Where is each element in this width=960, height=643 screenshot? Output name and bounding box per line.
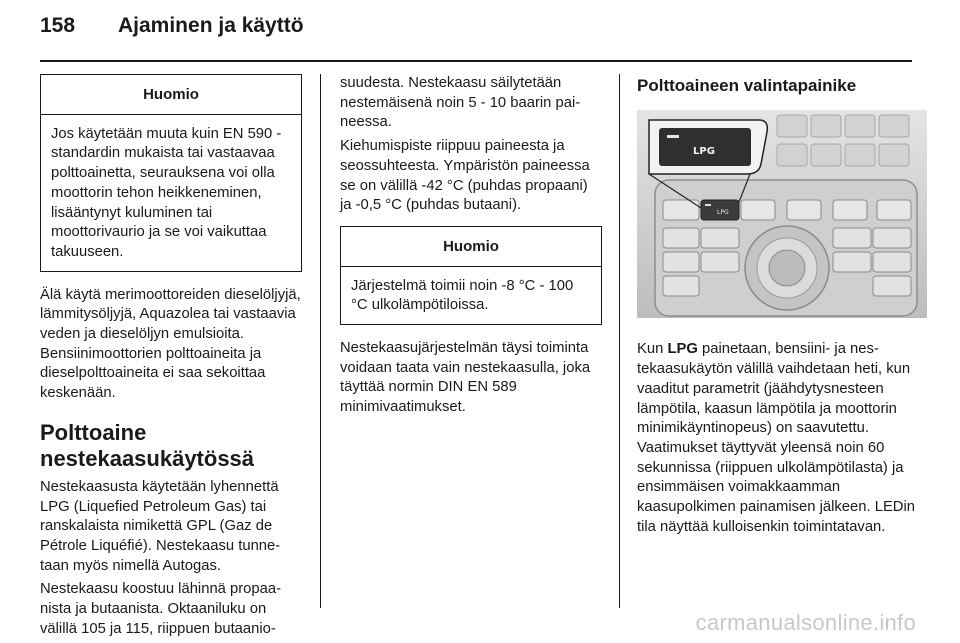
paragraph: Nestekaasu koostuu lähinnä propaanista ja butaanista. Oktaaniluku on välillä 105 ja 115, riippuen butaanio- — [40, 581, 282, 637]
paragraph-text: painetaan, bensiini- ja nestekaasukäytön välillä vaihdetaan heti, kun vaaditut parametrit (jäähdytysnesteen lämpötila, kaasun lämpötila ja moottorin minimikäyntinopeus) on saavutettu. Vaatimukset täyttyvät yleensä noin 60 sekunnissa (riippuen ulkolämpötilasta) ja ensimmäisen voimakkaamman kaasupolkimen painamisen jälkeen. LEDin tila näyttää kulloisenkin toimintatavan. — [637, 341, 916, 535]
lpg-term: LPG — [667, 341, 698, 358]
paragraph — [637, 340, 929, 537]
paragraph: suudesta. Nestekaasu säilytetään nestemäisenä noin 5 - 10 baarin paineessa. — [340, 75, 581, 131]
section-heading: Polttoaineen valintapainike — [637, 76, 857, 95]
watermark: carmanualsonline.info — [695, 610, 916, 635]
column-2 — [340, 74, 602, 422]
column-1 — [40, 74, 302, 643]
paragraph: Nestekaasujärjestelmän täysi toiminta voidaan taata vain nestekaasulla, joka täyttää normin DIN EN 589 minimivaatimukset. — [340, 340, 591, 416]
page-title: Ajaminen ja käyttö — [118, 14, 304, 37]
section-heading: Polttoaine nestekaasukäytössä — [40, 419, 255, 471]
column-divider — [619, 74, 620, 608]
header-divider — [40, 60, 912, 62]
column-divider — [320, 74, 321, 608]
page-header — [40, 14, 304, 38]
note-title: Huomio — [41, 75, 301, 115]
paragraph-text: Kun — [637, 341, 668, 358]
column-3 — [637, 74, 929, 541]
note-box — [40, 74, 302, 272]
small-lpg-label: LPG — [717, 208, 729, 216]
note-box — [340, 226, 602, 325]
paragraph: Älä käytä merimoottoreiden dieselöljyjä, lämmitysöljyjä, Aquazolea tai vastaavia veden ja dieselöljyn emulsioita. Bensiinimoottorien polttoaineita ja dieselpolttoaineita ei saa sekoittaa keskenään. — [40, 286, 301, 402]
zoomed-lpg-label: LPG — [693, 145, 715, 157]
paragraph: Nestekaasusta käytetään lyhennettä LPG (Liquefied Petroleum Gas) tai ranskalaista nimikettä GPL (Gaz de Pétrole Liquéfié). Nestekaasu tunnetaan myös nimellä Autogas. — [40, 478, 281, 574]
paragraph: Kiehumispiste riippuu paineesta ja seossuhteesta. Ympäristön paineessa se on välillä -42 °C (puhdas propaani) ja -0,5 °C (puhdas butaani). — [340, 138, 590, 214]
note-body: Jos käytetään muuta kuin EN 590 -standardin mukaista tai vastaavaa polttoainetta, seurauksena voi olla moottorin tehon heikkeneminen, lisääntynyt kuluminen tai moottorivaurio ja se voi vaikuttaa takuuseen. — [51, 125, 282, 260]
page-number: 158 — [40, 14, 76, 37]
note-body: Järjestelmä toimii noin -8 °C - 100 °C ulkolämpötiloissa. — [351, 277, 574, 314]
note-title: Huomio — [341, 227, 601, 267]
lpg-button-figure — [637, 110, 927, 318]
